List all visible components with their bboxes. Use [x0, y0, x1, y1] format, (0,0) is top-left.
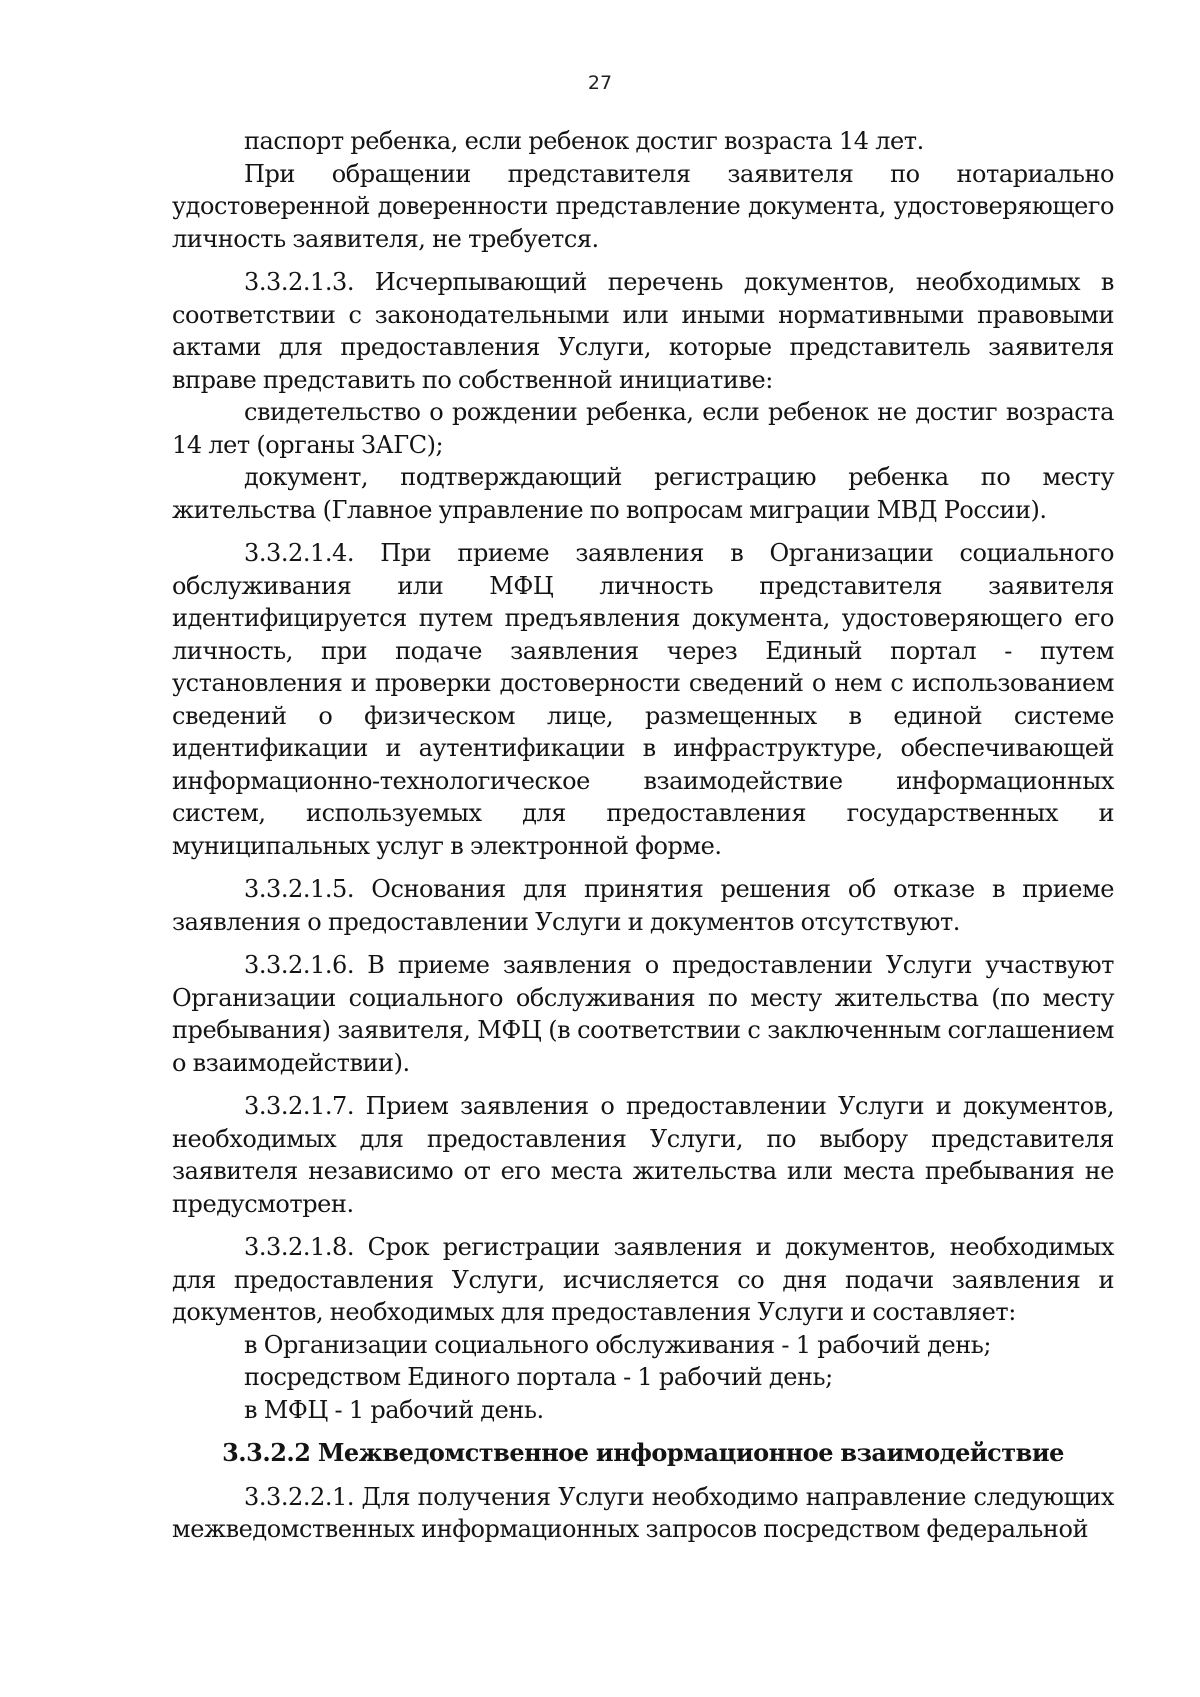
page-number: 27	[587, 72, 613, 94]
list-item: посредством Единого портала - 1 рабочий день;	[244, 1363, 833, 1391]
paragraph-3-3-2-1-5: 3.3.2.1.5. Основания для принятия решения об отказе в приеме заявления о предоставлении Услуги и документов отсутствуют.	[172, 875, 1114, 936]
paragraph-3-3-2-1-4: 3.3.2.1.4. При приеме заявления в Организации социального обслуживания или МФЦ личность представителя заявителя идентифицируется путем предъявления документа, удостоверяющего его личность, при подаче заявления через Единый портал - путем установления и проверки достоверности сведений о нем с использованием сведений о физическом лице, размещенных в единой системе идентификации и аутентификации в инфраструктуре, обеспечивающей информационно-технологическое взаимодействие информационных систем, используемых для предоставления государственных и муниципальных услуг в электронной форме.	[172, 539, 1114, 860]
paragraph: документ, подтверждающий регистрацию ребенка по месту жительства (Главное управление по вопросам миграции МВД России).	[172, 463, 1114, 524]
list-item: в Организации социального обслуживания - 1 рабочий день;	[244, 1330, 992, 1359]
section-heading: 3.3.2.2 Межведомственное информационное взаимодействие	[222, 1438, 1064, 1467]
paragraph-3-3-2-2-1: 3.3.2.2.1. Для получения Услуги необходимо направление следующих межведомственных информационных запросов посредством федеральной	[172, 1482, 1114, 1543]
paragraph-3-3-2-1-3: 3.3.2.1.3. Исчерпывающий перечень документов, необходимых в соответствии с законодательными или иными нормативными правовыми актами для предоставления Услуги, которые представитель заявителя вправе представить по собственной инициативе:	[172, 268, 1114, 394]
list-item: в МФЦ - 1 рабочий день.	[244, 1395, 544, 1424]
paragraph: При обращении представителя заявителя по нотариально удостоверенной доверенности представление документа, удостоверяющего личность заявителя, не требуется.	[172, 159, 1114, 253]
paragraph-3-3-2-1-7: 3.3.2.1.7. Прием заявления о предоставлении Услуги и документов, необходимых для предоставления Услуги, по выбору представителя заявителя независимо от его места жительства или места пребывания не предусмотрен.	[172, 1092, 1114, 1218]
paragraph: свидетельство о рождении ребенка, если ребенок не достиг возраста 14 лет (органы ЗАГС);	[172, 398, 1114, 459]
document-body	[172, 125, 1114, 1546]
paragraph-3-3-2-1-8: 3.3.2.1.8. Срок регистрации заявления и документов, необходимых для предоставления Услуги, исчисляется со дня подачи заявления и документов, необходимых для предоставления Услуги и составляет:	[172, 1233, 1114, 1326]
paragraph: паспорт ребенка, если ребенок достиг возраста 14 лет.	[244, 127, 924, 155]
paragraph-3-3-2-1-6: 3.3.2.1.6. В приеме заявления о предоставлении Услуги участвуют Организации социального обслуживания по месту жительства (по месту пребывания) заявителя, МФЦ (в соответствии с заключенным соглашением о взаимодействии).	[172, 951, 1114, 1077]
